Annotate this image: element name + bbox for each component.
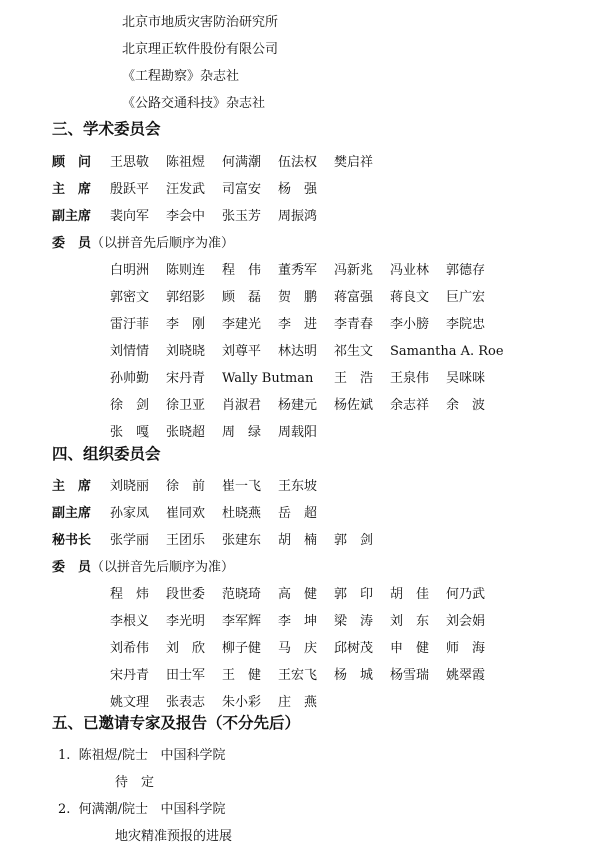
member-row (110, 637, 502, 656)
name: 胡 楠 (278, 533, 318, 548)
section-heading-academic: 三、学术委员会 (52, 120, 161, 138)
section-heading-organizing: 四、组织委员会 (52, 445, 161, 463)
expert-name: 陈祖煜/院士 (78, 748, 149, 763)
name: 宋丹青 (166, 371, 206, 386)
name: 师 海 (446, 641, 486, 656)
name: 郭 印 (334, 587, 374, 602)
member-row (110, 259, 502, 278)
vice-chair-names (110, 205, 334, 224)
name: 杨佐斌 (334, 398, 374, 413)
member-row (110, 610, 502, 629)
name: 程 伟 (222, 263, 262, 278)
name: 柳子健 (222, 641, 262, 656)
secretary-names (110, 529, 390, 548)
name: 李根义 (110, 614, 150, 629)
name: 郭绍影 (166, 290, 206, 305)
name: 张建东 (222, 533, 262, 548)
advisors-label: 顾 问 (52, 155, 92, 170)
name: 余志祥 (390, 398, 430, 413)
member-row (110, 340, 530, 359)
name: 郭 剑 (334, 533, 374, 548)
members-note: （以拼音先后顺序为准） (91, 236, 235, 251)
name: 雷汙菲 (110, 317, 150, 332)
name: 申 健 (390, 641, 430, 656)
name: 田士军 (166, 668, 206, 683)
name: 王团乐 (166, 533, 206, 548)
name: 庄 燕 (278, 695, 318, 710)
name: 孙家凤 (110, 506, 150, 521)
name: 顾 磊 (222, 290, 262, 305)
expert-report-title: 待 定 (115, 775, 155, 790)
member-row (110, 286, 502, 305)
name: 杨 城 (334, 668, 374, 683)
name: 李小膀 (390, 317, 430, 332)
name: 周 绿 (222, 425, 262, 440)
name: 李院忠 (446, 317, 486, 332)
name: 刘情情 (110, 344, 150, 359)
org-chair-names (110, 475, 334, 494)
name: Samantha A. Roe (390, 344, 504, 359)
name: 王东坡 (278, 479, 318, 494)
member-row (110, 691, 334, 710)
name: 吴咪咪 (446, 371, 486, 386)
name: 李 刚 (166, 317, 206, 332)
name: Wally Butman (222, 371, 314, 386)
expert-number: 1. (58, 748, 71, 763)
name: 程 炜 (110, 587, 150, 602)
expert-report-title: 地灾精准预报的进展 (115, 829, 233, 844)
name: 徐卫亚 (166, 398, 206, 413)
vice-chair-label: 副主席 (52, 209, 92, 224)
name: 刘晓晓 (166, 344, 206, 359)
members-label-text: 委 员 (52, 560, 92, 575)
name: 王宏飞 (278, 668, 318, 683)
name: 孙帅勤 (110, 371, 150, 386)
secretary-label: 秘书长 (52, 533, 92, 548)
name: 段世委 (166, 587, 206, 602)
name: 白明洲 (110, 263, 150, 278)
name: 郭密文 (110, 290, 150, 305)
members-label (52, 232, 234, 251)
name: 樊启祥 (334, 155, 374, 170)
name: 崔一飞 (222, 479, 262, 494)
name: 范晓琦 (222, 587, 262, 602)
org-line: 《工程勘察》杂志社 (122, 69, 240, 84)
name: 李青春 (334, 317, 374, 332)
name: 李会中 (166, 209, 206, 224)
name: 王 浩 (334, 371, 374, 386)
name: 肖淑君 (222, 398, 262, 413)
name: 徐 前 (166, 479, 206, 494)
name: 祁生文 (334, 344, 374, 359)
name: 刘 欣 (166, 641, 206, 656)
name: 陈则连 (166, 263, 206, 278)
name: 邱树茂 (334, 641, 374, 656)
name: 冯新兆 (334, 263, 374, 278)
org-chair-label: 主 席 (52, 479, 92, 494)
expert-item (58, 798, 225, 817)
chair-label: 主 席 (52, 182, 92, 197)
org-members-label (52, 556, 234, 575)
name: 汪发武 (166, 182, 206, 197)
member-row (110, 313, 502, 332)
name: 杨建元 (278, 398, 318, 413)
name: 何满潮 (222, 155, 262, 170)
name: 刘会娟 (446, 614, 486, 629)
name: 姚文理 (110, 695, 150, 710)
name: 姚翠霞 (446, 668, 486, 683)
name: 张 嘎 (110, 425, 150, 440)
member-row (110, 583, 502, 602)
members-note: （以拼音先后顺序为准） (91, 560, 235, 575)
name: 刘希伟 (110, 641, 150, 656)
name: 司富安 (222, 182, 262, 197)
name: 陈祖煜 (166, 155, 206, 170)
name: 周载阳 (278, 425, 318, 440)
org-vice-chair-names (110, 502, 334, 521)
member-row (110, 394, 502, 413)
section-heading-experts: 五、已邀请专家及报告（不分先后） (52, 714, 301, 732)
name: 李军辉 (222, 614, 262, 629)
org-vice-chair-label: 副主席 (52, 506, 92, 521)
name: 蒋富强 (334, 290, 374, 305)
name: 杨 强 (278, 182, 318, 197)
name: 马 庆 (278, 641, 318, 656)
name: 余 波 (446, 398, 486, 413)
name: 李 进 (278, 317, 318, 332)
name: 张晓超 (166, 425, 206, 440)
name: 刘 东 (390, 614, 430, 629)
member-row (110, 367, 502, 386)
name: 杨雪瑞 (390, 668, 430, 683)
name: 张表志 (166, 695, 206, 710)
name: 伍法权 (278, 155, 318, 170)
org-line: 北京理正软件股份有限公司 (122, 42, 279, 57)
name: 徐 剑 (110, 398, 150, 413)
expert-affiliation: 中国科学院 (160, 748, 226, 763)
name: 董秀军 (278, 263, 318, 278)
expert-number: 2. (58, 802, 71, 817)
org-line: 《公路交通科技》杂志社 (122, 96, 266, 111)
name: 宋丹青 (110, 668, 150, 683)
name: 李建光 (222, 317, 262, 332)
name: 刘晓丽 (110, 479, 150, 494)
org-line: 北京市地质灾害防治研究所 (122, 15, 279, 30)
name: 刘尊平 (222, 344, 262, 359)
members-label-text: 委 员 (52, 236, 92, 251)
name: 何乃武 (446, 587, 486, 602)
name: 梁 涛 (334, 614, 374, 629)
name: 张玉芳 (222, 209, 262, 224)
name: 蒋良文 (390, 290, 430, 305)
expert-item (58, 744, 225, 763)
name: 王思敬 (110, 155, 150, 170)
name: 胡 佳 (390, 587, 430, 602)
name: 周振鸿 (278, 209, 318, 224)
name: 巨广宏 (446, 290, 486, 305)
name: 张学丽 (110, 533, 150, 548)
name: 李光明 (166, 614, 206, 629)
name: 林达明 (278, 344, 318, 359)
name: 李 坤 (278, 614, 318, 629)
name: 朱小彩 (222, 695, 262, 710)
name: 郭德存 (446, 263, 486, 278)
name: 岳 超 (278, 506, 318, 521)
name: 王 健 (222, 668, 262, 683)
name: 王泉伟 (390, 371, 430, 386)
advisors-names (110, 151, 390, 170)
expert-affiliation: 中国科学院 (160, 802, 226, 817)
expert-name: 何满潮/院士 (78, 802, 149, 817)
name: 殷跃平 (110, 182, 150, 197)
name: 杜晓燕 (222, 506, 262, 521)
member-row (110, 421, 334, 440)
name: 冯业林 (390, 263, 430, 278)
chair-names (110, 178, 334, 197)
name: 裴向军 (110, 209, 150, 224)
name: 高 健 (278, 587, 318, 602)
name: 贺 鹏 (278, 290, 318, 305)
name: 崔同欢 (166, 506, 206, 521)
member-row (110, 664, 502, 683)
